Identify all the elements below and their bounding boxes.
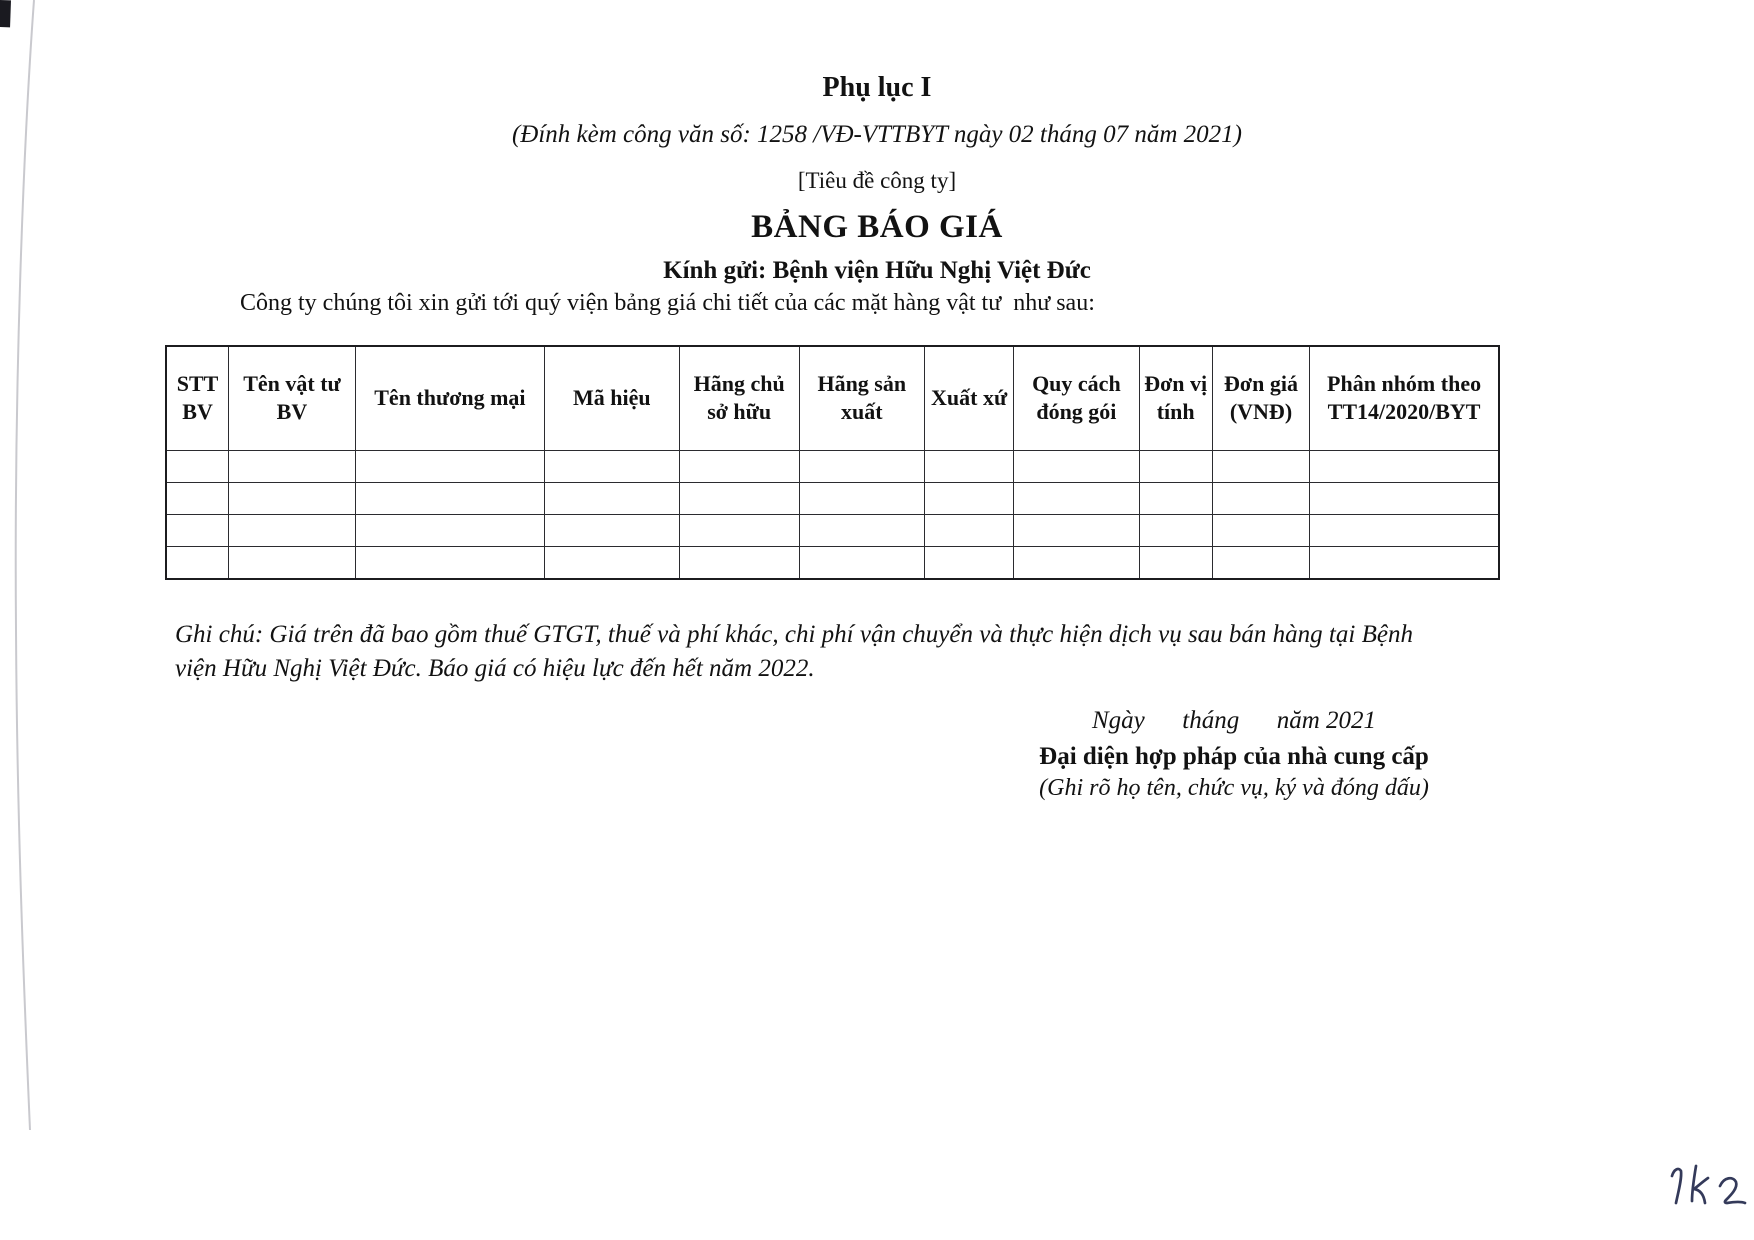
- empty-cell: [545, 450, 680, 482]
- empty-cell: [545, 482, 680, 514]
- column-header: Tên vật tư BV: [229, 346, 356, 450]
- signature-date-line: Ngày tháng năm 2021: [1091, 706, 1377, 734]
- empty-cell: [1212, 546, 1309, 579]
- empty-cell: [1212, 514, 1309, 546]
- handwritten-mark: [1658, 1160, 1754, 1222]
- empty-cell: [166, 450, 229, 482]
- table-row: [166, 514, 1499, 546]
- intro-line: Công ty chúng tôi xin gửi tới quý viện bảng giá chi tiết của các mặt hàng vật tư như sau:: [240, 290, 1095, 316]
- document-title: BẢNG BÁO GIÁ: [751, 209, 1003, 245]
- company-header-placeholder: [Tiêu đề công ty]: [797, 168, 957, 193]
- empty-cell: [799, 514, 924, 546]
- empty-cell: [679, 450, 799, 482]
- column-header: STT BV: [166, 346, 229, 450]
- empty-cell: [229, 546, 356, 579]
- empty-cell: [166, 482, 229, 514]
- empty-cell: [229, 514, 356, 546]
- empty-cell: [1014, 450, 1139, 482]
- empty-cell: [1139, 482, 1212, 514]
- empty-cell: [679, 546, 799, 579]
- appendix-title: Phụ lục I: [822, 72, 932, 103]
- empty-cell: [1139, 514, 1212, 546]
- empty-cell: [1014, 546, 1139, 579]
- table-body: [166, 450, 1499, 579]
- column-header: Quy cách đóng gói: [1014, 346, 1139, 450]
- empty-cell: [679, 514, 799, 546]
- empty-cell: [1212, 450, 1309, 482]
- empty-cell: [924, 514, 1013, 546]
- column-header: Đơn giá (VNĐ): [1212, 346, 1309, 450]
- empty-cell: [355, 450, 544, 482]
- signer-instruction: (Ghi rõ họ tên, chức vụ, ký và đóng dấu): [1039, 774, 1429, 801]
- empty-cell: [1139, 546, 1212, 579]
- table-row: [166, 482, 1499, 514]
- empty-cell: [1310, 546, 1499, 579]
- empty-cell: [545, 546, 680, 579]
- empty-cell: [924, 482, 1013, 514]
- empty-cell: [1310, 514, 1499, 546]
- table-row: [166, 450, 1499, 482]
- empty-cell: [1014, 514, 1139, 546]
- empty-cell: [355, 482, 544, 514]
- table-row: [166, 546, 1499, 579]
- empty-cell: [1310, 482, 1499, 514]
- recipient-line: Kính gửi: Bệnh viện Hữu Nghị Việt Đức: [663, 257, 1091, 284]
- empty-cell: [679, 482, 799, 514]
- column-header: Tên thương mại: [355, 346, 544, 450]
- empty-cell: [355, 546, 544, 579]
- empty-cell: [166, 546, 229, 579]
- signer-title: Đại diện hợp pháp của nhà cung cấp: [1039, 742, 1429, 770]
- signature-block: [934, 707, 1534, 802]
- column-header: Hãng sản xuất: [799, 346, 924, 450]
- empty-cell: [545, 514, 680, 546]
- empty-cell: [799, 482, 924, 514]
- empty-cell: [229, 482, 356, 514]
- empty-cell: [229, 450, 356, 482]
- column-header: Xuất xứ: [924, 346, 1013, 450]
- empty-cell: [355, 514, 544, 546]
- quote-table: [165, 345, 1500, 580]
- empty-cell: [1212, 482, 1309, 514]
- column-header: Đơn vị tính: [1139, 346, 1212, 450]
- column-header: Phân nhóm theo TT14/2020/BYT: [1310, 346, 1499, 450]
- header-row: [166, 346, 1499, 450]
- scan-corner-artifact: [0, 0, 11, 27]
- note-text: Ghi chú: Giá trên đã bao gồm thuế GTGT, thuế và phí khác, chi phí vận chuyển và thực hiện dịch vụ sau bán hàng tại Bệnh viện Hữu Nghị Việt Đức. Báo giá có hiệu lực đến hết năm 2022.: [175, 620, 1413, 682]
- empty-cell: [1014, 482, 1139, 514]
- empty-cell: [924, 450, 1013, 482]
- column-header: Hãng chủ sở hữu: [679, 346, 799, 450]
- empty-cell: [799, 450, 924, 482]
- empty-cell: [1139, 450, 1212, 482]
- empty-cell: [1310, 450, 1499, 482]
- column-header: Mã hiệu: [545, 346, 680, 450]
- attachment-reference-line: (Đính kèm công văn số: 1258 /VĐ-VTTBYT ngày 02 tháng 07 năm 2021): [511, 121, 1243, 148]
- empty-cell: [924, 546, 1013, 579]
- empty-cell: [799, 546, 924, 579]
- empty-cell: [166, 514, 229, 546]
